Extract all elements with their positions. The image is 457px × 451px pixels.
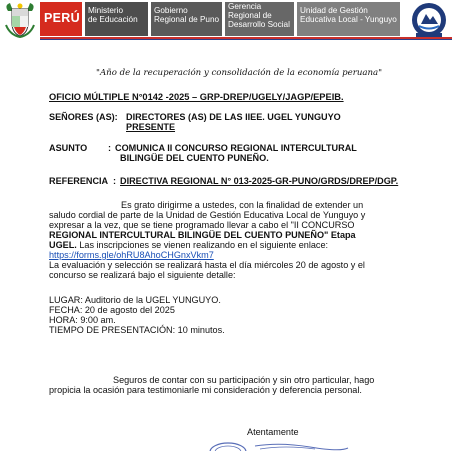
- ministry-label: Ministerio de Educación: [84, 2, 148, 36]
- body-p1-line-5: UGEL. Las inscripciones se vienen realizando en el siguiente enlace:: [49, 240, 329, 250]
- closing-line-2: propicia la ocasión para testimoniarle mi consideración y deferencia personal.: [49, 385, 362, 395]
- body-p2-line-2: concurso se realizará bajo el siguiente detalle:: [49, 270, 236, 280]
- body-p1-line-2: saludo cordial de parte de la Unidad de Gestión Educativa Local de Yunguyo y: [49, 210, 366, 220]
- registration-form-link[interactable]: https://forms.gle/ohRU8AhoCHGnxVkm7: [49, 250, 214, 260]
- letterhead: [0, 0, 457, 42]
- body-p2-line-1: La evaluación y selección se realizará hasta el día miércoles 20 de agosto y el: [49, 260, 365, 270]
- subject-line-2: BILINGÜE DEL CUENTO PUNEÑO.: [120, 153, 269, 163]
- reference-separator: :: [113, 176, 117, 186]
- subject-separator: :: [108, 143, 112, 153]
- header-divider-blue: [40, 39, 452, 40]
- presente-label: PRESENTE: [126, 122, 176, 132]
- peru-brand-box: [40, 2, 82, 36]
- national-coat-of-arms-icon: [2, 1, 38, 39]
- closing-line-1: Seguros de contar con su participación y sin otro particular, hago: [113, 375, 375, 385]
- detail-duration: TIEMPO DE PRESENTACIÓN: 10 minutos.: [49, 325, 225, 335]
- reference-value: DIRECTIVA REGIONAL N° 013-2025-GR-PUNO/GRDS/DREP/DGP.: [120, 176, 399, 186]
- detail-time: HORA: 9:00 am.: [49, 315, 116, 325]
- sign-off: Atentamente: [247, 427, 299, 437]
- detail-venue: LUGAR: Auditorio de la UGEL YUNGUYO.: [49, 295, 221, 305]
- ugel-label: Unidad de Gestión Educativa Local - Yunguyo: [296, 2, 400, 36]
- year-motto: "Año de la recuperación y consolidación de la economía peruana": [96, 68, 383, 78]
- recipients-label: SEÑORES (AS):: [49, 112, 118, 122]
- social-development-label: Gerencia Regional de Desarrollo Social: [224, 2, 294, 36]
- document-number: OFICIO MÚLTIPLE N°0142 -2025 – GRP-DREP/UGELY/JAGP/EPEIB.: [49, 92, 344, 102]
- body-p1-line-4: REGIONAL INTERCULTURAL BILINGÜE DEL CUENTO PUNEÑO" Etapa: [49, 230, 356, 240]
- country-label: PERÚ: [44, 11, 80, 25]
- ugel-emblem-icon: [402, 0, 456, 40]
- official-seal-stamp: [200, 436, 350, 451]
- subject-line-1: COMUNICA II CONCURSO REGIONAL INTERCULTURAL: [115, 143, 357, 153]
- body-p1-line-1: Es grato dirigirme a ustedes, con la finalidad de extender un: [121, 200, 364, 210]
- regional-government-label: Gobierno Regional de Puno: [150, 2, 222, 36]
- detail-date: FECHA: 20 de agosto del 2025: [49, 305, 175, 315]
- body-p1-line-3: expresar a la vez, que se tiene programado llevar a cabo el "II CONCURSO: [49, 220, 355, 230]
- subject-label: ASUNTO: [49, 143, 88, 153]
- recipients-value: DIRECTORES (AS) DE LAS IIEE. UGEL YUNGUYO: [126, 112, 341, 122]
- reference-label: REFERENCIA: [49, 176, 109, 186]
